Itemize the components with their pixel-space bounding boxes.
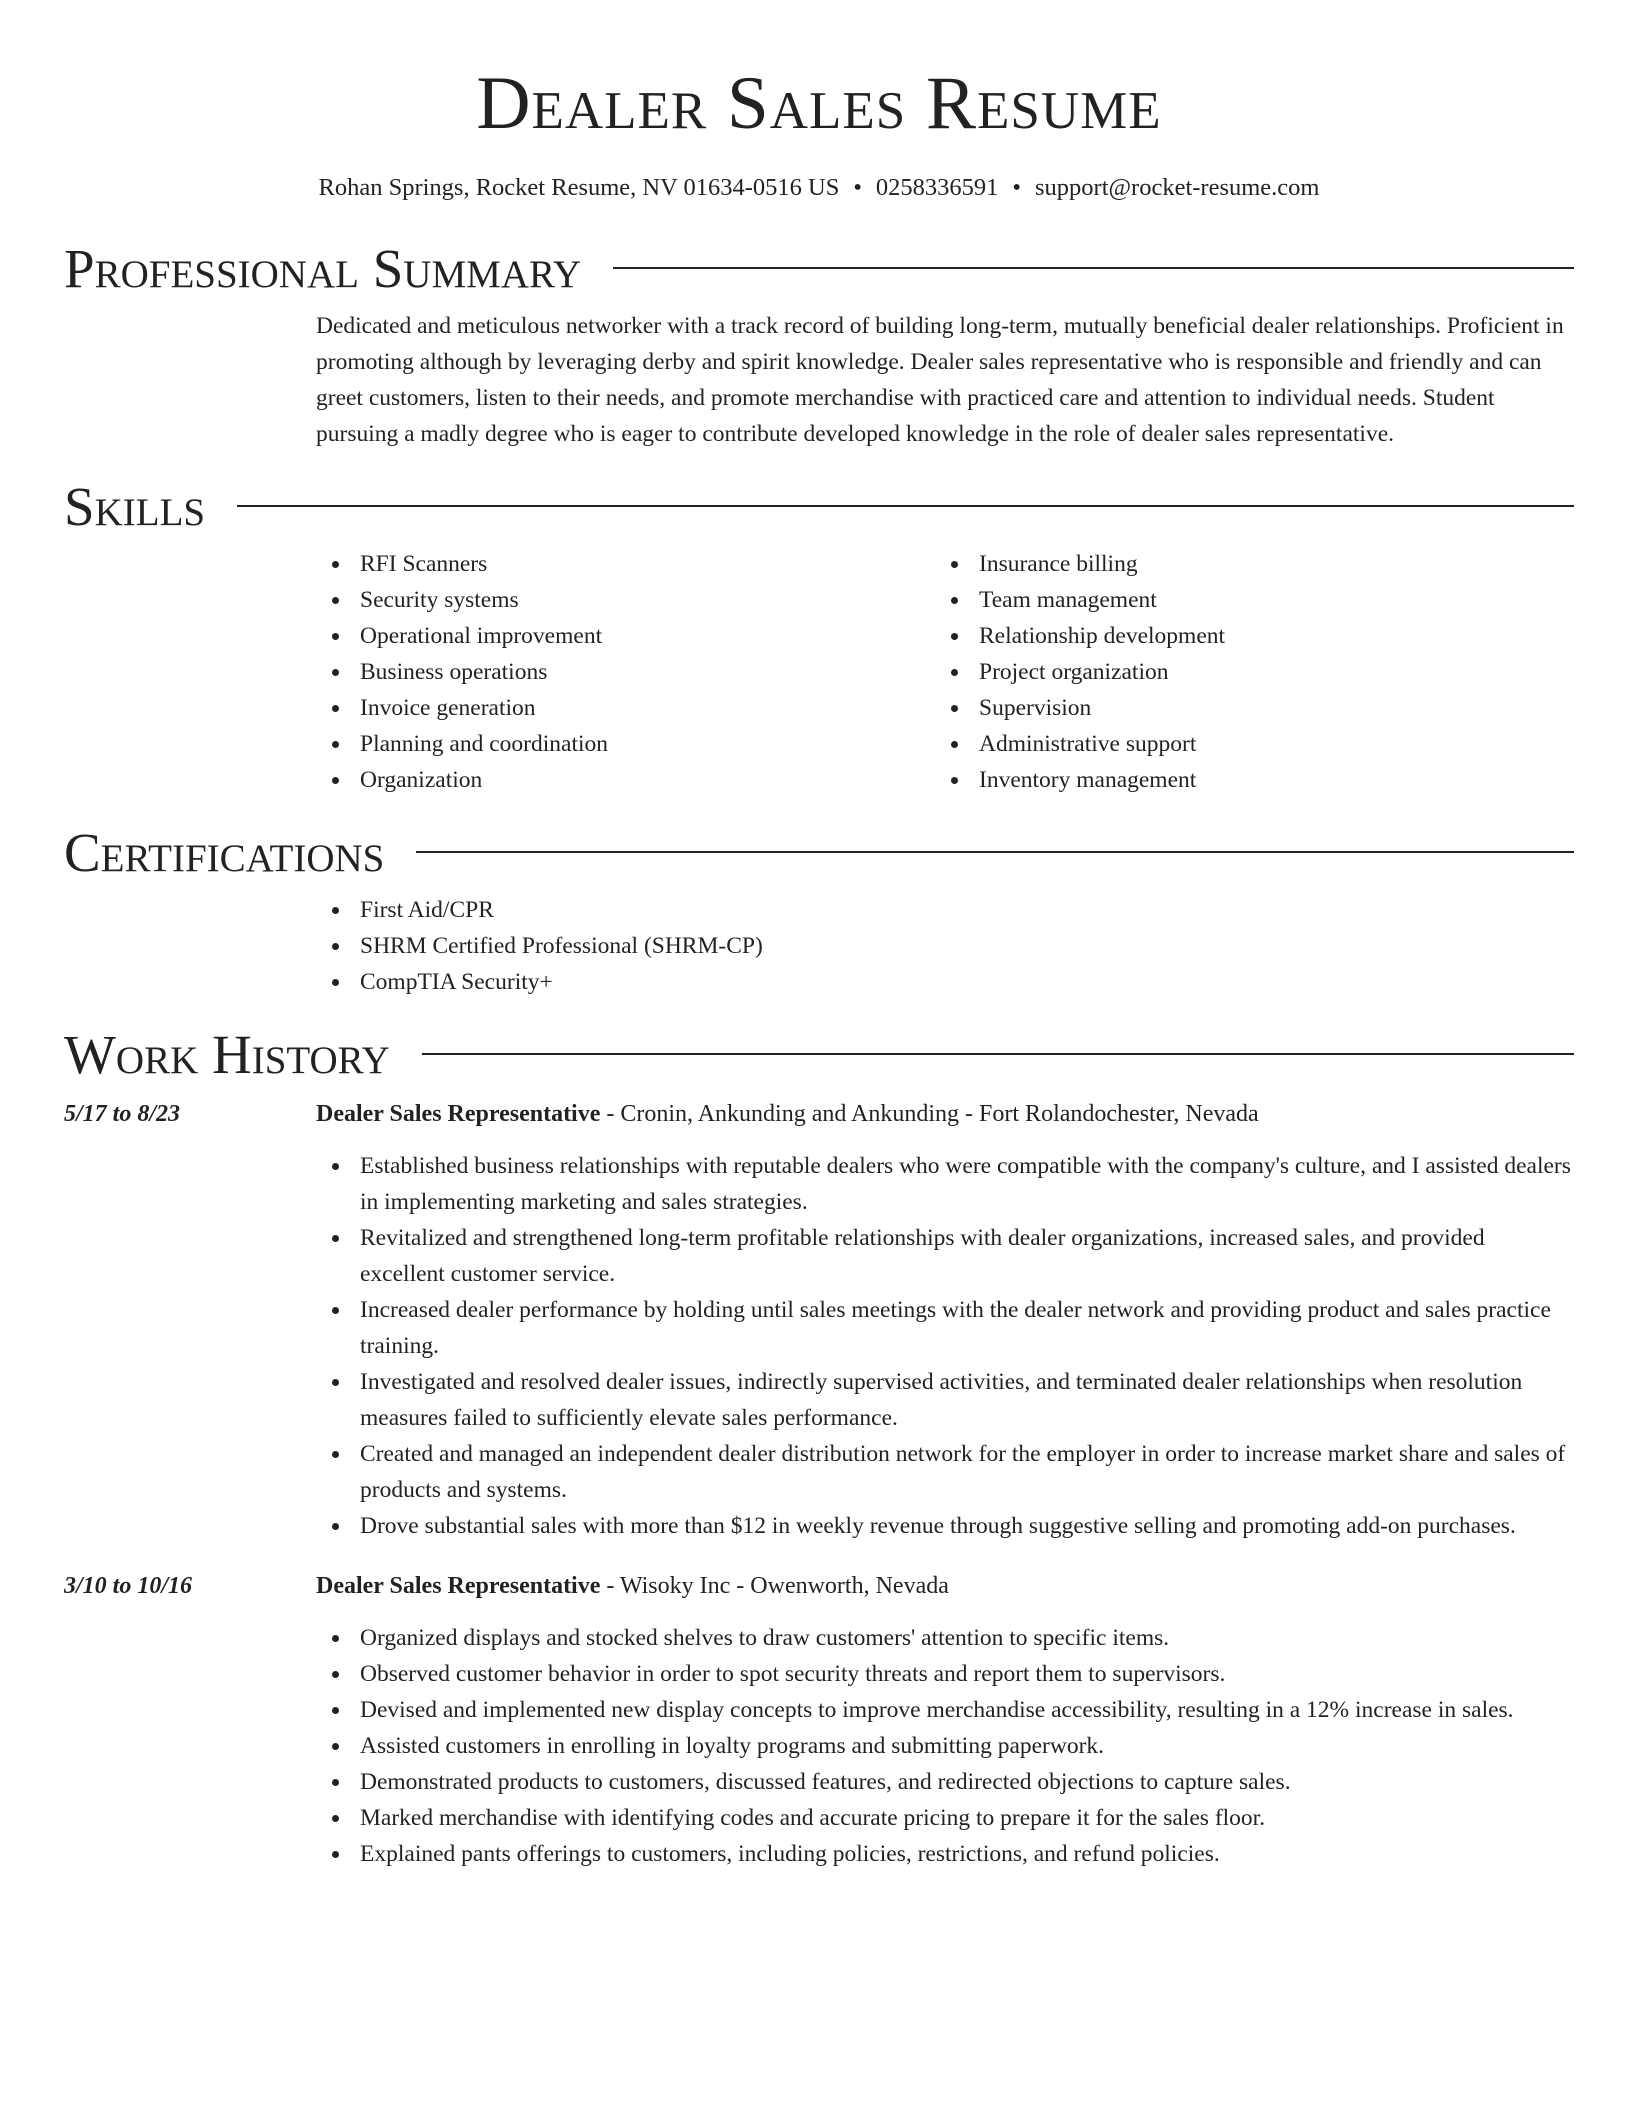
job-entry <box>64 1568 1574 1872</box>
contact-line <box>64 173 1574 202</box>
section-divider <box>237 505 1574 507</box>
list-item: Inventory management <box>935 762 1554 798</box>
resume-title: Dealer Sales Resume <box>476 62 1162 145</box>
work-heading: Work History <box>64 1023 390 1085</box>
job-header <box>64 1568 1574 1604</box>
contact-separator: • <box>853 174 862 201</box>
job-entry <box>64 1096 1574 1544</box>
job-dates: 5/17 to 8/23 <box>64 1101 181 1128</box>
contact-email: support@rocket-resume.com <box>1035 174 1320 201</box>
skills-list-left <box>316 546 935 798</box>
work-section-header <box>64 1024 1574 1084</box>
certifications-list <box>316 892 1574 1000</box>
resume-page <box>64 0 1574 1872</box>
job-bullets <box>316 1620 1574 1872</box>
list-item: Devised and implemented new display concepts to improve merchandise accessibility, resulting in a 12% increase in sales. <box>316 1692 1574 1728</box>
job-info <box>316 1096 1259 1132</box>
job-company-location: - Cronin, Ankunding and Ankunding - Fort Rolandochester, Nevada <box>600 1101 1259 1128</box>
list-item: Team management <box>935 582 1554 618</box>
list-item: Organization <box>316 762 935 798</box>
job-dates: 3/10 to 10/16 <box>64 1573 193 1600</box>
list-item: Explained pants offerings to customers, including policies, restrictions, and refund policies. <box>316 1836 1574 1872</box>
job-title: Dealer Sales Representative <box>316 1101 601 1128</box>
list-item: Revitalized and strengthened long-term profitable relationships with dealer organizations, increased sales, and provided excellent customer service. <box>316 1220 1574 1292</box>
list-item: Established business relationships with reputable dealers who were compatible with the company's culture, and I assisted dealers in implementing marketing and sales strategies. <box>316 1148 1574 1220</box>
list-item: Increased dealer performance by holding until sales meetings with the dealer network and providing product and sales practice training. <box>316 1292 1574 1364</box>
list-item: Relationship development <box>935 618 1554 654</box>
contact-address: Rohan Springs, Rocket Resume, NV 01634-0516 US <box>318 174 840 201</box>
list-item: Insurance billing <box>935 546 1554 582</box>
list-item: Operational improvement <box>316 618 935 654</box>
list-item: Administrative support <box>935 726 1554 762</box>
contact-phone: 0258336591 <box>875 174 999 201</box>
list-item: Organized displays and stocked shelves to draw customers' attention to specific items. <box>316 1620 1574 1656</box>
skills-section-header <box>64 476 1574 536</box>
list-item: SHRM Certified Professional (SHRM-CP) <box>316 928 1574 964</box>
list-item: First Aid/CPR <box>316 892 1574 928</box>
job-title: Dealer Sales Representative <box>316 1573 601 1600</box>
list-item: Observed customer behavior in order to spot security threats and report them to supervisors. <box>316 1656 1574 1692</box>
summary-text: Dedicated and meticulous networker with a track record of building long-term, mutually beneficial dealer relationships. Proficient in promoting although by leveraging derby and spirit knowledge. Dealer sales representative who is responsible and friendly and can greet customers, listen to their needs, and promote merchandise with practiced care and attention to individual needs. Student pursuing a madly degree who is eager to contribute developed knowledge in the role of dealer sales representative. <box>316 313 1564 448</box>
list-item: Drove substantial sales with more than $12 in weekly revenue through suggestive selling and promoting add-on purchases. <box>316 1508 1574 1544</box>
job-info <box>316 1568 949 1604</box>
list-item: RFI Scanners <box>316 546 935 582</box>
summary-heading: Professional Summary <box>64 237 582 299</box>
list-item: Planning and coordination <box>316 726 935 762</box>
contact-separator: • <box>1012 174 1021 201</box>
list-item: Investigated and resolved dealer issues, indirectly supervised activities, and terminated dealer relationships when resolution measures failed to sufficiently elevate sales performance. <box>316 1364 1574 1436</box>
list-item: Invoice generation <box>316 690 935 726</box>
list-item: Created and managed an independent dealer distribution network for the employer in order to increase market share and sales of products and systems. <box>316 1436 1574 1508</box>
section-divider <box>613 267 1574 269</box>
list-item: Security systems <box>316 582 935 618</box>
summary-section-header <box>64 238 1574 298</box>
list-item: Demonstrated products to customers, discussed features, and redirected objections to capture sales. <box>316 1764 1574 1800</box>
certifications-heading: Certifications <box>64 821 385 883</box>
certifications-section-header <box>64 822 1574 882</box>
list-item: Project organization <box>935 654 1554 690</box>
skills-heading: Skills <box>64 475 206 537</box>
skills-grid <box>316 546 1574 798</box>
skills-list-right <box>935 546 1554 798</box>
list-item: CompTIA Security+ <box>316 964 1574 1000</box>
list-item: Supervision <box>935 690 1554 726</box>
list-item: Marked merchandise with identifying codes and accurate pricing to prepare it for the sales floor. <box>316 1800 1574 1836</box>
job-bullets <box>316 1148 1574 1544</box>
work-history-list <box>64 1096 1574 1872</box>
job-header <box>64 1096 1574 1132</box>
list-item: Assisted customers in enrolling in loyalty programs and submitting paperwork. <box>316 1728 1574 1764</box>
section-divider <box>416 851 1574 853</box>
list-item: Business operations <box>316 654 935 690</box>
job-company-location: - Wisoky Inc - Owenworth, Nevada <box>600 1573 949 1600</box>
section-divider <box>422 1053 1574 1055</box>
